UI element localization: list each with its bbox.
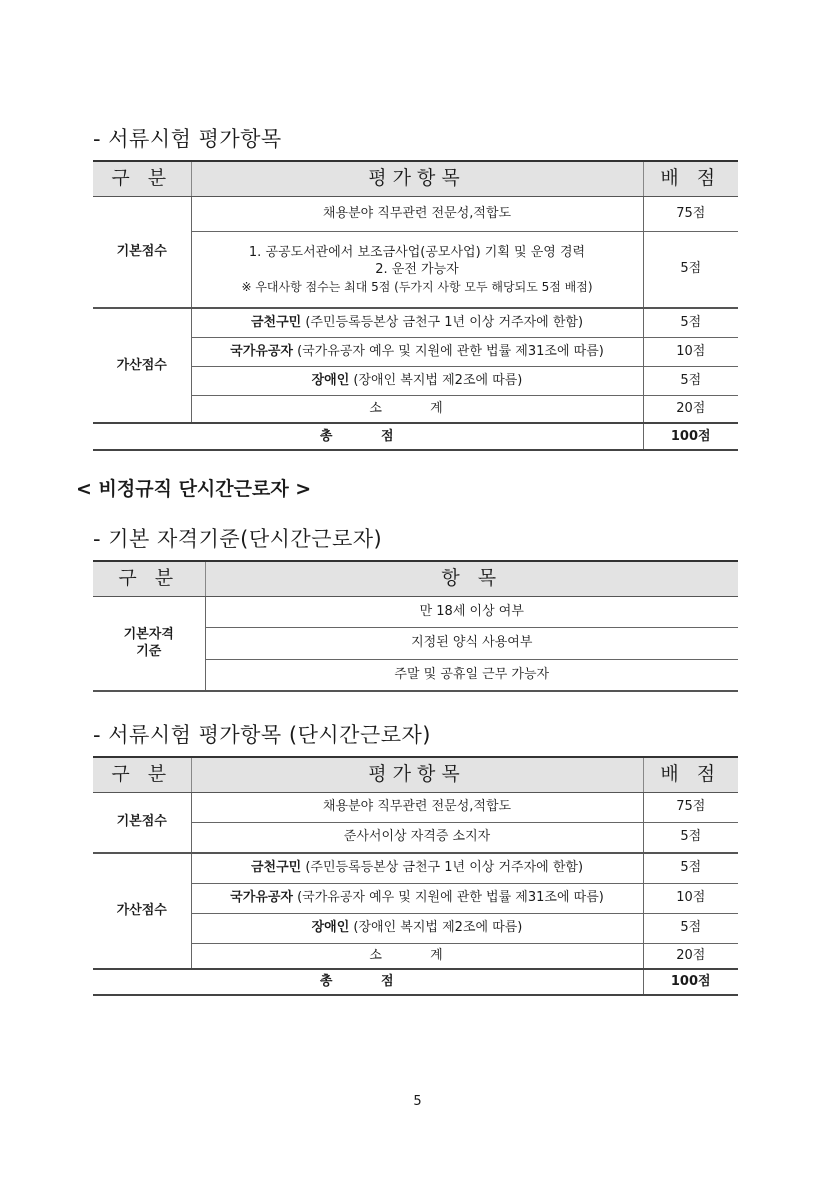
row-bold: 국가유공자	[230, 343, 293, 359]
row-bold: 장애인	[311, 372, 350, 388]
header-items: 평가항목	[191, 161, 643, 196]
row-bold: 장애인	[311, 920, 350, 936]
page-number: 5	[413, 1094, 422, 1109]
row-bold: 금천구민	[250, 860, 302, 876]
row-text: 채용분야 직무관련 전문성,적합도	[191, 196, 643, 231]
table-header-row	[93, 561, 738, 596]
table-header-row	[93, 757, 738, 792]
basic-score-label: 기본점수	[93, 792, 191, 853]
row-text: 만 18세 이상 여부	[205, 596, 738, 627]
row-text	[191, 913, 643, 943]
header-category: 구 분	[93, 161, 191, 196]
subtotal-score: 20점	[643, 943, 738, 969]
preference-line-1: 1. 공공도서관에서 보조금사업(공모사업) 기획 및 운영 경력	[248, 244, 586, 260]
row-text	[191, 337, 643, 366]
row-text: 주말 및 공휴일 근무 가능자	[205, 659, 738, 691]
total-label: 총 점	[93, 969, 643, 995]
section3-table	[93, 756, 738, 996]
row-text	[191, 231, 643, 308]
table-row	[93, 308, 738, 337]
row-text	[191, 308, 643, 337]
row-text: 준사서이상 자격증 소지자	[191, 822, 643, 853]
total-row	[93, 423, 738, 450]
header-category: 구 분	[93, 561, 205, 596]
section1-heading: - 서류시험 평가항목	[93, 127, 282, 151]
subtotal-label: 소 계	[191, 395, 643, 423]
total-score: 100점	[643, 969, 738, 995]
header-items: 항 목	[205, 561, 738, 596]
header-score: 배 점	[643, 757, 738, 792]
section2-heading: - 기본 자격기준(단시간근로자)	[93, 527, 383, 551]
row-bold: 금천구민	[250, 314, 302, 330]
table-row	[93, 853, 738, 883]
bonus-score-label: 가산점수	[93, 308, 191, 423]
label-line-1: 기본자격	[123, 626, 174, 642]
row-score: 75점	[643, 792, 738, 822]
bonus-score-label: 가산점수	[93, 853, 191, 969]
row-text	[191, 883, 643, 913]
header-category: 구 분	[93, 757, 191, 792]
row-score: 5점	[643, 913, 738, 943]
row-text	[191, 853, 643, 883]
header-items: 평가항목	[191, 757, 643, 792]
row-detail: (장애인 복지법 제2조에 따름)	[349, 372, 523, 388]
basic-qualification-label	[93, 596, 205, 691]
header-score: 배 점	[643, 161, 738, 196]
subtotal-score: 20점	[643, 395, 738, 423]
row-score: 10점	[643, 337, 738, 366]
section1-table	[93, 160, 738, 451]
row-bold: 국가유공자	[230, 890, 293, 906]
row-score: 5점	[643, 822, 738, 853]
row-score: 5점	[643, 308, 738, 337]
row-score: 10점	[643, 883, 738, 913]
table-row	[93, 196, 738, 231]
row-detail: (장애인 복지법 제2조에 따름)	[349, 920, 523, 936]
total-label: 총 점	[93, 423, 643, 450]
subtotal-label: 소 계	[191, 943, 643, 969]
section-title: < 비정규직 단시간근로자 >	[76, 478, 312, 500]
preference-line-2: 2. 운전 가능자	[375, 262, 459, 278]
row-text: 지정된 양식 사용여부	[205, 627, 738, 659]
row-score: 5점	[643, 366, 738, 395]
total-row	[93, 969, 738, 995]
table-row	[93, 792, 738, 822]
row-score: 75점	[643, 196, 738, 231]
row-score: 5점	[643, 853, 738, 883]
label-line-2: 기준	[136, 644, 162, 660]
preference-note: ※ 우대사항 점수는 최대 5점 (두가지 사항 모두 해당되도 5점 배점)	[241, 279, 593, 294]
basic-score-label: 기본점수	[93, 196, 191, 308]
total-score: 100점	[643, 423, 738, 450]
row-detail: (국가유공자 예우 및 지원에 관한 법률 제31조에 따름)	[292, 890, 604, 906]
section3-heading: - 서류시험 평가항목 (단시간근로자)	[93, 723, 431, 747]
row-score: 5점	[643, 231, 738, 308]
table-header-row	[93, 161, 738, 196]
row-detail: (국가유공자 예우 및 지원에 관한 법률 제31조에 따름)	[292, 343, 604, 359]
row-detail: (주민등록등본상 금천구 1년 이상 거주자에 한함)	[301, 314, 584, 330]
table-row	[93, 596, 738, 627]
section2-table	[93, 560, 738, 692]
row-text: 채용분야 직무관련 전문성,적합도	[191, 792, 643, 822]
row-detail: (주민등록등본상 금천구 1년 이상 거주자에 한함)	[301, 860, 584, 876]
row-text	[191, 366, 643, 395]
